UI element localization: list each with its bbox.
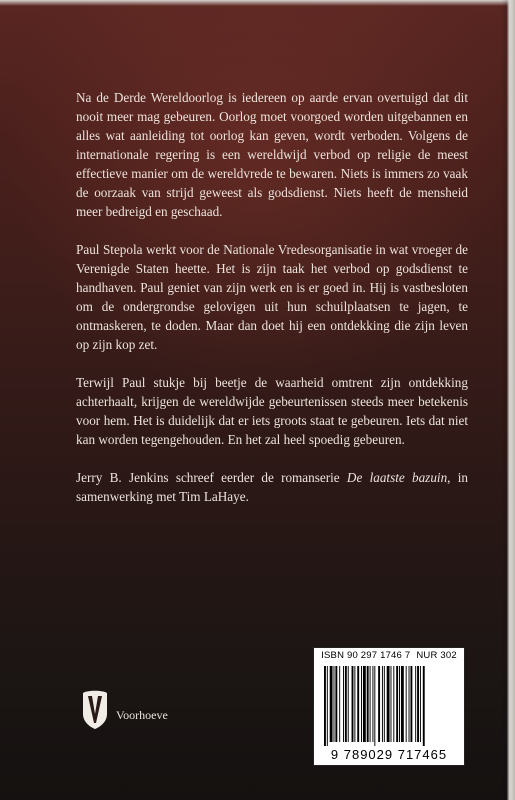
barcode-bar: [409, 666, 410, 742]
series-title: De laatste bazuin: [346, 470, 448, 485]
barcode-bar: [335, 666, 337, 742]
barcode-bar: [343, 666, 344, 742]
barcode-bar: [357, 666, 359, 742]
nur-label: NUR 302: [416, 650, 457, 661]
barcode-bar: [415, 666, 416, 742]
barcode-digits: 9 789029 717465: [330, 747, 448, 762]
blurb-paragraph-1: Na de Derde Wereldoorlog is iedereen op aarde ervan overtuigd dat dit nooit meer mag gebeuren. Oorlog moet voorgoed worden uitgebannen en alles wat aanleiding tot oorlog kan geven, wordt verboden. Volgens de internationale regering is een wereldwijd verbod op religie de meest effectieve manier om de wereldvrede te bewaren. Niets is immers zo vaak de oorzaak van strijd geweest als godsdienst. Niets heeft de mensheid meer bedreigd en geschaad.: [76, 90, 468, 219]
blurb-paragraph-3: Terwijl Paul stukje bij beetje de waarheid omtrent zijn ontdekking achterhaalt, krijgen de wereldwijde gebeurtenissen steeds meer betekenis voor hem. Het is duidelijk dat er iets groots staat te gebeuren. Iets dat niet kan worden tegengehouden. En het zal heel spoedig gebeuren.: [76, 375, 468, 447]
isbn-line: [318, 650, 460, 661]
barcode-bar: [382, 666, 383, 742]
barcode-bar: [374, 666, 375, 746]
barcode-bar: [370, 666, 371, 742]
barcode-bar: [372, 666, 373, 742]
author-note-text: Jerry B. Jenkins schreef eerder de romanserie: [76, 470, 347, 485]
barcode-bar: [410, 666, 412, 742]
barcode-bar: [361, 666, 362, 742]
barcode-bar: [330, 666, 333, 742]
barcode-bar: [401, 666, 404, 742]
barcode-box: [313, 647, 465, 766]
barcode-bar: [327, 666, 328, 746]
isbn-label: ISBN 90 297 1746 7: [321, 650, 411, 661]
publisher-name: Voorhoeve: [116, 708, 168, 722]
barcode-bar: [384, 666, 385, 742]
barcode-bar: [348, 666, 349, 742]
barcode-bar: [352, 666, 354, 742]
barcode-bar: [339, 666, 340, 742]
barcode-bar: [396, 666, 398, 742]
barcode-bar: [391, 666, 392, 742]
page-side-edge: [501, 0, 515, 800]
v-shield-logo-icon: [82, 690, 108, 730]
barcode-bar: [423, 666, 425, 746]
barcode-bar: [417, 666, 419, 742]
barcode-bar: [334, 666, 335, 742]
barcode-bar: [378, 666, 380, 742]
barcode-bar: [324, 666, 326, 746]
page-top-edge: [0, 0, 515, 6]
barcode-bar: [345, 666, 347, 742]
barcode-bar: [354, 666, 355, 742]
barcode-bar: [387, 666, 390, 742]
barcode-bar: [393, 666, 394, 742]
blurb-text: [76, 88, 468, 525]
barcode-bar: [399, 666, 400, 742]
blurb-paragraph-2: Paul Stepola werkt voor de Nationale Vredesorganisatie in wat vroeger de Verenigde Staten heette. Het is zijn taak het verbod op godsdienst te handhaven. Paul geniet van zijn werk en is er goed in. Hij is vastbesloten om de ondergrondse gelovigen uit hun schuilplaatsen te jagen, te ontmaskeren, te doden. Maar dan doet hij een ontdekking die zijn leven op zijn kop zet.: [76, 242, 468, 352]
author-note: [76, 468, 468, 506]
barcode-bar: [406, 666, 407, 742]
barcode-bar: [363, 666, 366, 742]
barcode-bars: [322, 666, 456, 746]
barcode-bar: [367, 666, 369, 742]
author-note-text-after: , in samenwerking met Tim LaHaye.: [76, 470, 468, 504]
barcode-bar: [420, 666, 421, 742]
